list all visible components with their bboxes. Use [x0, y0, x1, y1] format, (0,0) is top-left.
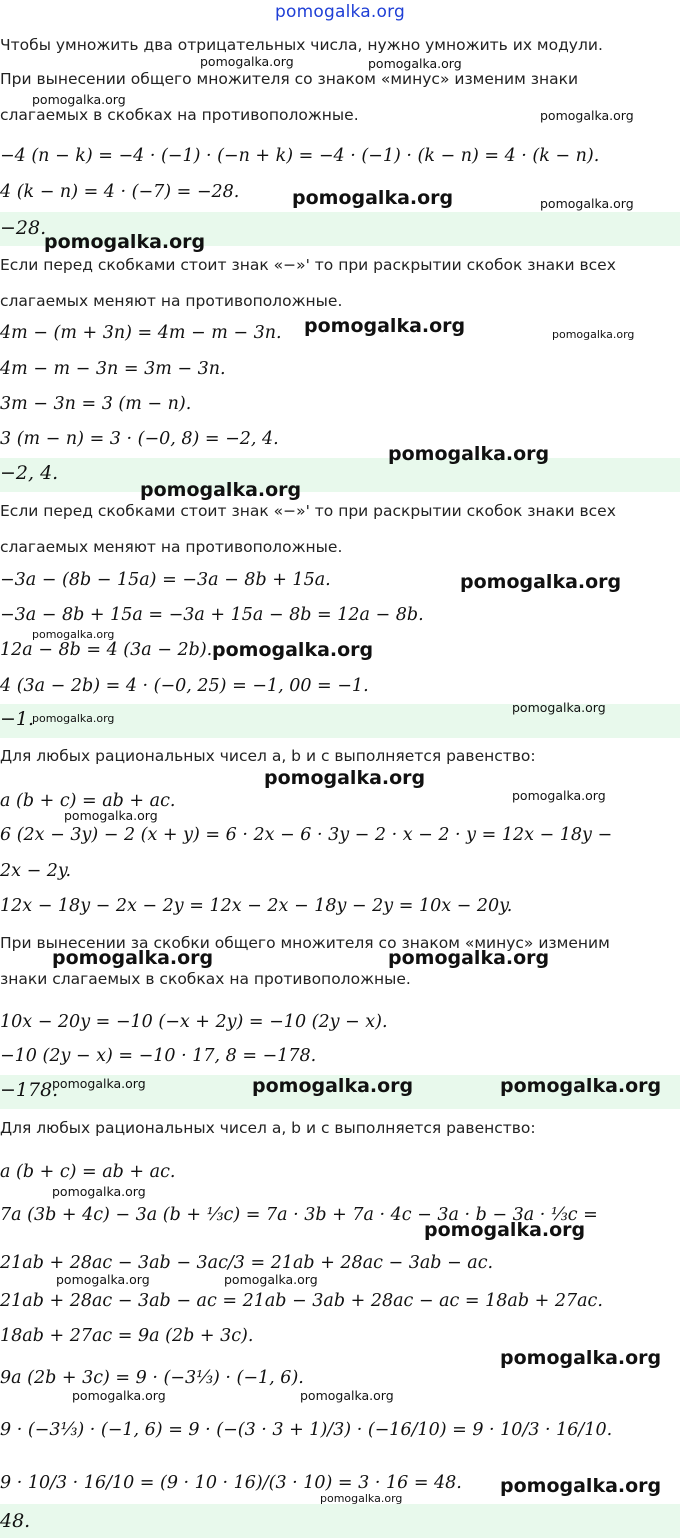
watermark: pomogalka.org [388, 443, 550, 465]
watermark: pomogalka.org [320, 1492, 403, 1505]
section4-math-line4: 12x − 18y − 2x − 2y = 12x − 2x − 18y − 2y = 10x − 20y. [0, 896, 513, 916]
section4-intro2-line2: знаки слагаемых в скобках на противоположные. [0, 970, 411, 988]
watermark: pomogalka.org [540, 108, 634, 123]
section2-math-line1: 4m − (m + 3n) = 4m − m − 3n. [0, 323, 282, 343]
watermark: pomogalka.org [512, 700, 606, 715]
watermark: pomogalka.org [292, 187, 454, 209]
section4-math2-line2: −10 (2y − x) = −10 · 17, 8 = −178. [0, 1046, 317, 1066]
watermark: pomogalka.org [64, 808, 158, 823]
watermark: pomogalka.org [200, 54, 294, 69]
watermark: pomogalka.org [552, 328, 635, 341]
watermark: pomogalka.org [32, 628, 115, 641]
section1-intro-line3: слагаемых в скобках на противоположные. [0, 106, 359, 124]
section3-math-line1: −3a − (8b − 15a) = −3a − 8b + 15a. [0, 570, 331, 590]
section4-math2-line1: 10x − 20y = −10 (−x + 2y) = −10 (2y − x). [0, 1012, 388, 1032]
watermark: pomogalka.org [304, 315, 466, 337]
section2-math-line2: 4m − m − 3n = 3m − 3n. [0, 359, 226, 379]
watermark: pomogalka.org [52, 1076, 146, 1091]
section4-math-line2: 6 (2x − 3y) − 2 (x + y) = 6 · 2x − 6 · 3y − 2 · x − 2 · y = 12x − 18y − [0, 825, 613, 845]
section1-answer: −28. [0, 217, 47, 239]
section2-math-line3: 3m − 3n = 3 (m − n). [0, 394, 192, 414]
watermark: pomogalka.org [540, 196, 634, 211]
section1-intro-line2: При вынесении общего множителя со знаком «минус» изменим знаки [0, 70, 579, 88]
section3-intro-line2: слагаемых меняют на противоположные. [0, 538, 343, 556]
section2-answer: −2, 4. [0, 462, 59, 484]
section5-math-line7: 9 · (−3⅓) · (−1, 6) = 9 · (−(3 · 3 + 1)/3) · (−16/10) = 9 · 10/3 · 16/10. [0, 1420, 613, 1440]
section1-math-line1: −4 (n − k) = −4 · (−1) · (−n + k) = −4 · (−1) · (k − n) = 4 · (k − n). [0, 146, 600, 166]
section4-math-line1: a (b + c) = ab + ac. [0, 791, 176, 811]
watermark: pomogalka.org [500, 1475, 662, 1497]
section2-intro-line1: Если перед скобками стоит знак «−»' то при раскрытии скобок знаки всех [0, 256, 616, 274]
watermark: pomogalka.org [224, 1272, 318, 1287]
header-site-link[interactable]: pomogalka.org [275, 2, 405, 22]
watermark: pomogalka.org [212, 639, 374, 661]
section5-math-line6: 9a (2b + 3c) = 9 · (−3⅓) · (−1, 6). [0, 1368, 304, 1388]
section5-math-line1: a (b + c) = ab + ac. [0, 1162, 176, 1182]
section4-answer: −178. [0, 1079, 59, 1101]
watermark: pomogalka.org [424, 1219, 586, 1241]
section5-math-line8: 9 · 10/3 · 16/10 = (9 · 10 · 16)/(3 · 10) = 3 · 16 = 48. [0, 1473, 462, 1493]
watermark: pomogalka.org [500, 1075, 662, 1097]
watermark: pomogalka.org [300, 1388, 394, 1403]
section3-math-line4: 4 (3a − 2b) = 4 · (−0, 25) = −1, 00 = −1. [0, 676, 369, 696]
section5-intro-line1: Для любых рациональных чисел a, b и c выполняется равенство: [0, 1119, 536, 1137]
section4-intro-line1: Для любых рациональных чисел a, b и c выполняется равенство: [0, 747, 536, 765]
section2-answer-band [0, 458, 680, 492]
watermark: pomogalka.org [52, 1184, 146, 1199]
section5-math-line3: 21ab + 28ac − 3ab − 3ac/3 = 21ab + 28ac − 3ab − ac. [0, 1253, 494, 1273]
watermark: pomogalka.org [32, 92, 126, 107]
section1-intro-line1: Чтобы умножить два отрицательных числа, нужно умножить их модули. [0, 36, 603, 54]
watermark: pomogalka.org [388, 947, 550, 969]
section1-math-line2: 4 (k − n) = 4 · (−7) = −28. [0, 182, 240, 202]
section4-intro2-line1: При вынесении за скобки общего множителя со знаком «минус» изменим [0, 934, 610, 952]
watermark: pomogalka.org [56, 1272, 150, 1287]
watermark: pomogalka.org [460, 571, 622, 593]
section3-math-line2: −3a − 8b + 15a = −3a + 15a − 8b = 12a − 8b. [0, 605, 424, 625]
section3-answer: −1. [0, 708, 35, 730]
section3-intro-line1: Если перед скобками стоит знак «−»' то при раскрытии скобок знаки всех [0, 502, 616, 520]
watermark: pomogalka.org [264, 767, 426, 789]
watermark: pomogalka.org [512, 788, 606, 803]
watermark: pomogalka.org [72, 1388, 166, 1403]
watermark: pomogalka.org [140, 479, 302, 501]
section5-math-line5: 18ab + 27ac = 9a (2b + 3c). [0, 1326, 254, 1346]
watermark: pomogalka.org [44, 231, 206, 253]
section5-math-line4: 21ab + 28ac − 3ab − ac = 21ab − 3ab + 28ac − ac = 18ab + 27ac. [0, 1291, 603, 1311]
watermark: pomogalka.org [500, 1347, 662, 1369]
watermark: pomogalka.org [252, 1075, 414, 1097]
watermark: pomogalka.org [368, 56, 462, 71]
section2-intro-line2: слагаемых меняют на противоположные. [0, 292, 343, 310]
section3-math-line3: 12a − 8b = 4 (3a − 2b). [0, 640, 213, 660]
watermark: pomogalka.org [32, 712, 115, 725]
watermark: pomogalka.org [52, 947, 214, 969]
section5-answer-band [0, 1504, 680, 1538]
section5-math-line2: 7a (3b + 4c) − 3a (b + ⅓c) = 7a · 3b + 7a · 4c − 3a · b − 3a · ⅓c = [0, 1205, 598, 1225]
section4-math-line3: 2x − 2y. [0, 861, 72, 881]
section2-math-line4: 3 (m − n) = 3 · (−0, 8) = −2, 4. [0, 429, 279, 449]
section5-answer: 48. [0, 1510, 31, 1532]
